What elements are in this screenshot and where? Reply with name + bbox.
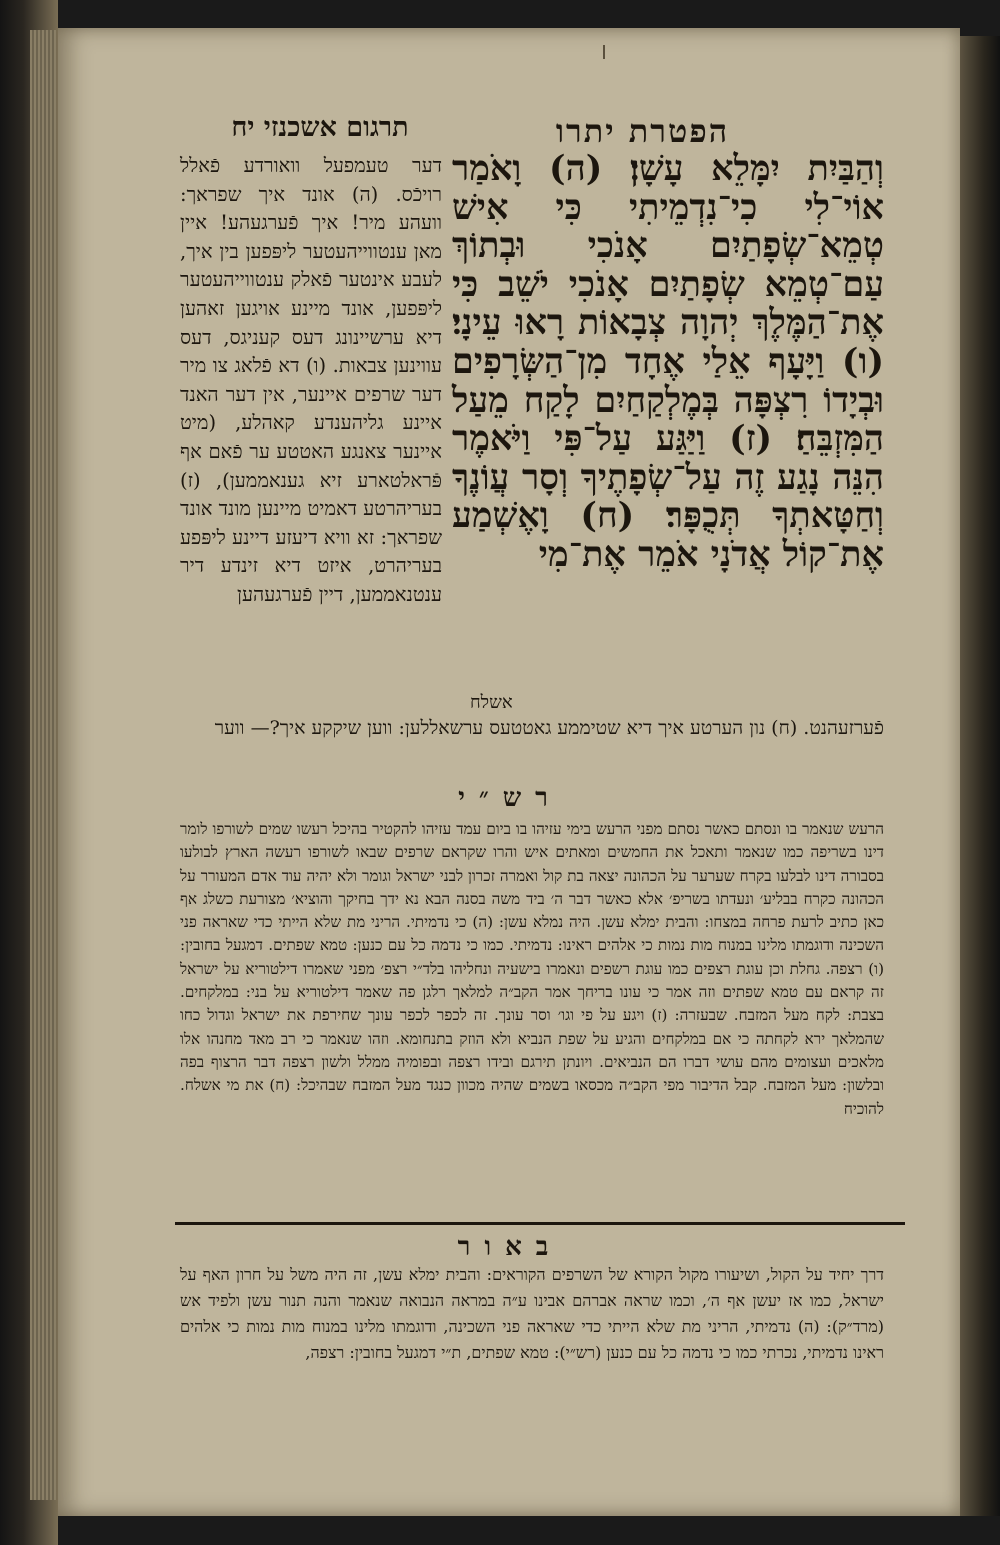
section-divider [175, 1222, 905, 1225]
haftarah-heading: הפטרת יתרו [555, 112, 730, 150]
targum-heading: תרגום אשכנזי יח [231, 112, 409, 143]
page-edges [30, 30, 56, 1500]
translation-column: דער טעמפעל וואורדע פֿאלל רויכֿס. (ה) אונד איך שפראך: וועהע מיר! איך פֿערגעהע! איין מאן ענטווייהעטער ליפּפען בין איך, לעבע אינטער פֿאלק ענטווייהעטער ליפּפען, אונד מיינע אויגען זאהען דיא ערשיינונג דעס קעניגס, דעס עווינען צבאות. (ו) דא פֿלאג צו מיר דער שרפים איינער, אין דער האנד איינע גליהענדע קאהלע, (מיט איינער צאנגע האטטע ער פֿאם אף פּֿראלטארע זיא גענאממען), (ז) בעריהרטע דאמיט מיינען מונד אונד שפראך: זא וויא דיעזע דיינע ליפּפע בעריהרט, איזט דיא זינדע דיר ענטנאממען, דיין פֿערגעהען [180, 154, 442, 606]
translation-continuation: פֿערזעהנט. (ח) נון הערטע איך דיא שטיממע גאטטעס ערשאללען: ווען שיקקע איך?— ווער [214, 717, 884, 739]
rashi-commentary: הרעש שנאמר בו ונסתם כאשר נסתם מפני הרעש בימי עזיהו בו ביום עמד עזיהו להקטיר בהיכל רעשו שמים לשורפו לומר דינו בשריפה כמו שנאמר ותאכל את החמשים ומאתים איש והרו שקראם שרפים שבאו לשורפו רעשה הארץ לבולעו בסבורה דינו לבלעו בקרח שערער על הכהונה יצאה בת קול ואמרה זכרון לבני ישראל וגומר ולא יהיה עוד אדם המעורר על הכהונה כקרח בבליע׳ ונעדתו בשריפ׳ אלא כאשר דבר ה׳ ביד משה בסנה הבא נא ידך בחיקך והוציא׳ מצורעת כשלג אף כאן כתיב לרעת פרחה במצחו: והבית ימלא עשן. היה נמלא עשן: (ה) כי נדמיתי. הריני מת שלא הייתי כדי שאראה פני השכינה ודוגמתו מלינו במנוח מות נמות כי אלהים ראינו: נדמיתי. כמו כי נדמה כל עם כנען: טמא שפתים. דמגעל בחובין: (ו) רצפה. גחלת וכן עוגת רצפים כמו עוגת רשפים ונאמרו בישעיה ונחליהו בלד״י רצפ׳ מפני שאמרו דילטוריא על ישראל זה קראם עם טמא שפתים וזה אמר כי עונו בריחך אמר הקב״ה למלאך רלגן פה שאמר דילטוריא על בני: במלקחים. בצבת: לקח מעל המזבח. שבעזרה: (ז) ויגע על פי וגו׳ וסר עונך. זה לכפר לכפר עונך שחירפת את ישראל וגדול כחו שהמלאך ירא לקחתה כי אם במלקחים והגיע על שפת הנביא ולא הוזק בתנחומא. וזהו שנאמר כי רב מאד מחנהו אלו מלאכים ועצומים מהם עושי דברו הם הנביאים. ויונתן תירגם ובידו רצפה ובפומיה ממלל ולשון רצפה דבר הרצוף בפה ובלשון: מעל המזבח. קבל הדיבור מפי הקב״ה מכסאו בשמים שהיה מכוון כנגד מעל המזבח שבהיכל: (ח) את מי אשלח. להוכיח [180, 820, 884, 1118]
main-hebrew-text: וְהַבַּיִת יִמָּלֵא עָשָׁן׃ (ה) וָאֹמַר אוֹי־לִי כִי־נִדְמֵיתִי כִּי אִישׁ טְמֵא־שְׂפָתַיִם אָנֹכִי וּבְתוֹךְ עַם־טְמֵא שְׂפָתַיִם אָנֹכִי יֹשֵׁב כִּי אֶת־הַמֶּלֶךְ יְהוָה צְבָאוֹת רָאוּ עֵינָי׃ (ו) וַיָּעָף אֵלַי אֶחָד מִן־הַשְּׂרָפִים וּבְיָדוֹ רִצְפָּה בְּמֶלְקַחַיִם לָקַח מֵעַל הַמִּזְבֵּחַ׃ (ז) וַיַּגַּע עַל־פִּי וַיֹּאמֶר הִנֵּה נָגַע זֶה עַל־שְׂפָתֶיךָ וְסָר עֲוֹנֶךָ וְחַטָּאתְךָ תְּכֻפָּר׃ (ח) וָאֶשְׁמַע אֶת־קוֹל אֲדֹנָי אֹמֵר אֶת־מִי [452, 148, 884, 575]
rashi-heading: רש״י [458, 783, 562, 813]
print-mark [603, 45, 605, 59]
facing-page-edge [960, 36, 1000, 1516]
biur-commentary: דרך יחיד על הקול, ושיעורו מקול הקורא של השרפים הקוראים: והבית ימלא עשן, זה היה משל על חרון האף על ישראל, כמו אז יעשן אף ה׳, וכמו שראה אברהם אבינו ע״ה במראה הנבואה שנאמר והנה תנור עשן ולפיד אש (מרד״ק): (ה) נדמיתי, הריני מת שלא הייתי כדי שאראה פני השכינה, ודוגמתו מלינו במנוח מות נמות כי אלהים ראינו נדמיתי, נכרתי כמו כי נדמה כל עם כנען (רש״י): טמא שפתים, ת״י דמגעל בחובין: רצפה, [180, 1265, 884, 1362]
biur-heading: באור [457, 1232, 563, 1262]
catchword: אשלח [470, 692, 513, 713]
